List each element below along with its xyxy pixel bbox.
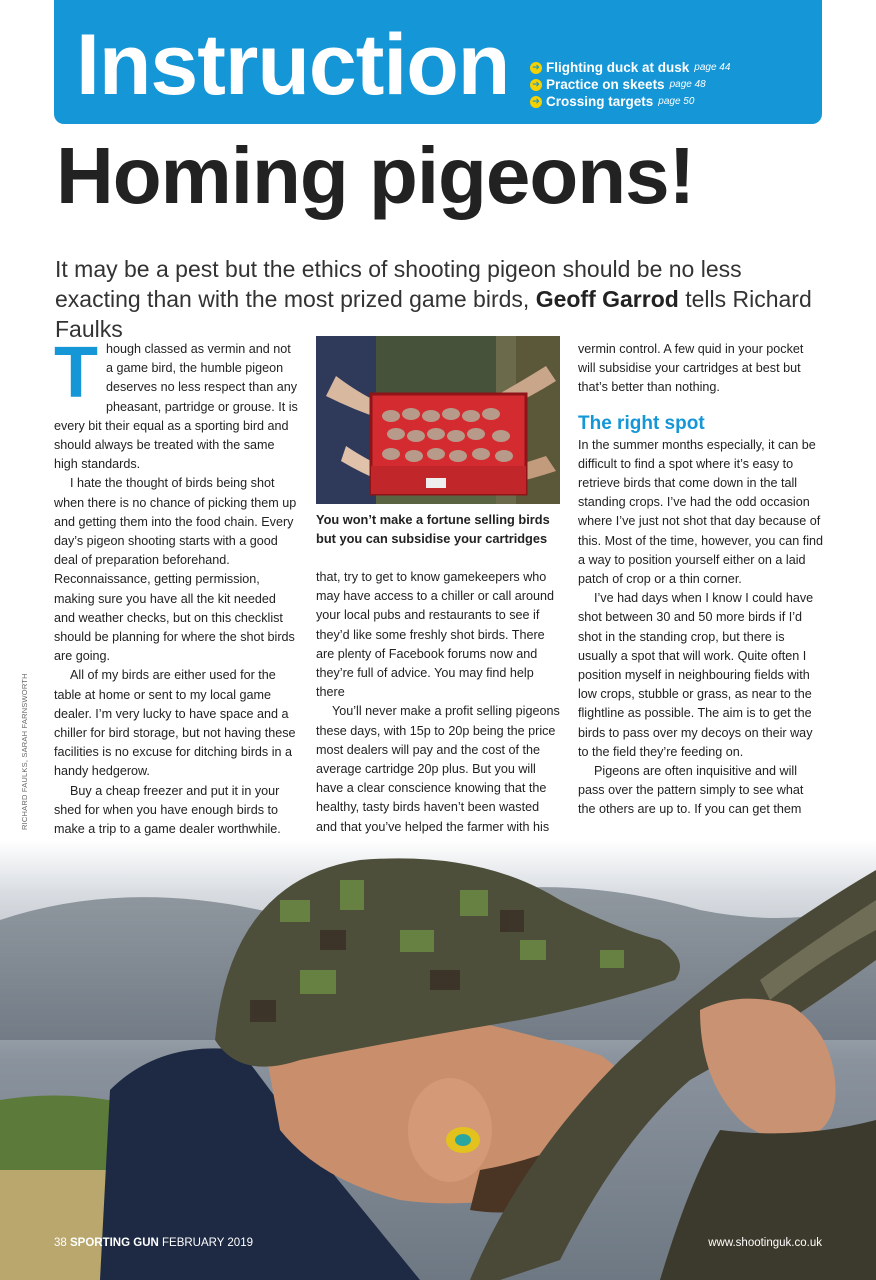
body-paragraph: Though classed as vermin and not a game bird, the humble pigeon deserves no less respect than any pheasant, partridge or grouse. It is every bit their equal as a sporting bird and should always be treated with the same high standards.: [54, 333, 298, 472]
related-article-link[interactable]: [530, 59, 730, 76]
article-column-3: [578, 340, 824, 820]
shooter-photo: [0, 840, 876, 1280]
arrow-right-icon: ➔: [530, 62, 542, 74]
body-paragraph: I’ve had days when I know I could have shot between 30 and 50 more birds if I’d shot in the standing crop, but there is usually a spot that will work. Quite often I position myself in neighbouring fields with low crops, stubble or grass, as near to the flightline as possible. The aim is to get the birds to pass over my decoys on their way to the field they’re feeding on.: [578, 591, 814, 759]
article-standfirst: [55, 254, 825, 344]
related-article-link[interactable]: [530, 93, 730, 110]
body-paragraph: I hate the thought of birds being shot when there is no chance of picking them up and getting them into the food chain. Every day’s pigeon shooting starts with a good deal of preparation beforehand. Reconnaissance, getting permission, making sure you have all the kit needed and weather checks, but on this checklist should be planning for where the shot birds are going.: [54, 476, 297, 664]
related-article-link[interactable]: [530, 76, 730, 93]
standfirst-author: Geoff Garrod: [535, 286, 679, 312]
section-banner: [54, 0, 822, 124]
body-paragraph: that, try to get to know gamekeepers who may have access to a chiller or call around your local pubs and restaurants to see if they’d like some freshly shot birds. There are plenty of Facebook forums now and they’re full of advice. You may find help there: [316, 570, 554, 700]
photo-credit: RICHARD FAULKS, SARAH FARNSWORTH: [20, 673, 29, 830]
article-column-1: [54, 333, 298, 858]
photo-caption: You won’t make a fortune selling birds but you can subsidise your cartridges: [316, 512, 550, 546]
section-subheading: The right spot: [578, 412, 705, 434]
issue-date: FEBRUARY 2019: [162, 1237, 253, 1249]
standfirst-tail: tells Richard Faulks: [55, 286, 812, 342]
body-paragraph: Buy a cheap freezer and put it in your shed for when you have enough birds to make a trip to a game dealer worthwhile.: [54, 783, 281, 837]
section-title: Instruction: [76, 17, 510, 113]
related-article-page: page 44: [694, 62, 731, 73]
pigeon-crate-photo: [316, 336, 560, 504]
related-articles-list: [530, 59, 730, 110]
article-headline: Homing pigeons!: [56, 131, 695, 220]
page-number: 38: [54, 1237, 67, 1249]
drop-cap: T: [54, 333, 98, 413]
related-article-label: Flighting duck at dusk: [546, 60, 690, 75]
magazine-brand: SPORTING GUN: [70, 1237, 159, 1249]
body-paragraph: You’ll never make a profit selling pigeons these days, with 15p to 20p being the price most dealers will pay and the cost of the average cartridge 20p plus. But you will have a clear conscience knowing that the healthy, tasty birds haven’t been wasted and that you’ve helped the farmer with his: [316, 704, 560, 834]
standfirst-text: It may be a pest but the ethics of shooting pigeon should be no less exacting than with the most prized game birds,: [55, 256, 742, 312]
related-article-label: Practice on skeets: [546, 77, 665, 92]
related-article-label: Crossing targets: [546, 94, 654, 109]
website-link[interactable]: www.shootinguk.co.uk: [708, 1237, 822, 1249]
related-article-page: page 48: [669, 79, 706, 90]
body-paragraph: vermin control. A few quid in your pocket will subsidise your cartridges at best but that’s better than nothing.: [578, 342, 804, 395]
page-footer: [54, 1237, 253, 1249]
arrow-right-icon: ➔: [530, 96, 542, 108]
arrow-right-icon: ➔: [530, 79, 542, 91]
body-paragraph: Pigeons are often inquisitive and will pass over the pattern simply to see what the others are up to. If you can get them: [578, 764, 804, 817]
related-article-page: page 50: [658, 96, 695, 107]
body-paragraph: All of my birds are either used for the table at home or sent to my local game dealer. I’m very lucky to have space and a chiller for bird storage, but not having these facilities is no excuse for ditching birds in a handy hedgerow.: [54, 668, 296, 779]
article-column-2: [316, 568, 560, 837]
body-paragraph: In the summer months especially, it can be difficult to find a spot where it’s easy to retrieve birds that come down in the tall standing crops. I’ve had the odd occasion where I’ve just not shot that day because of this. Most of the time, however, you can find a way to position yourself either on a laid patch of crop or a thin corner.: [578, 437, 823, 587]
